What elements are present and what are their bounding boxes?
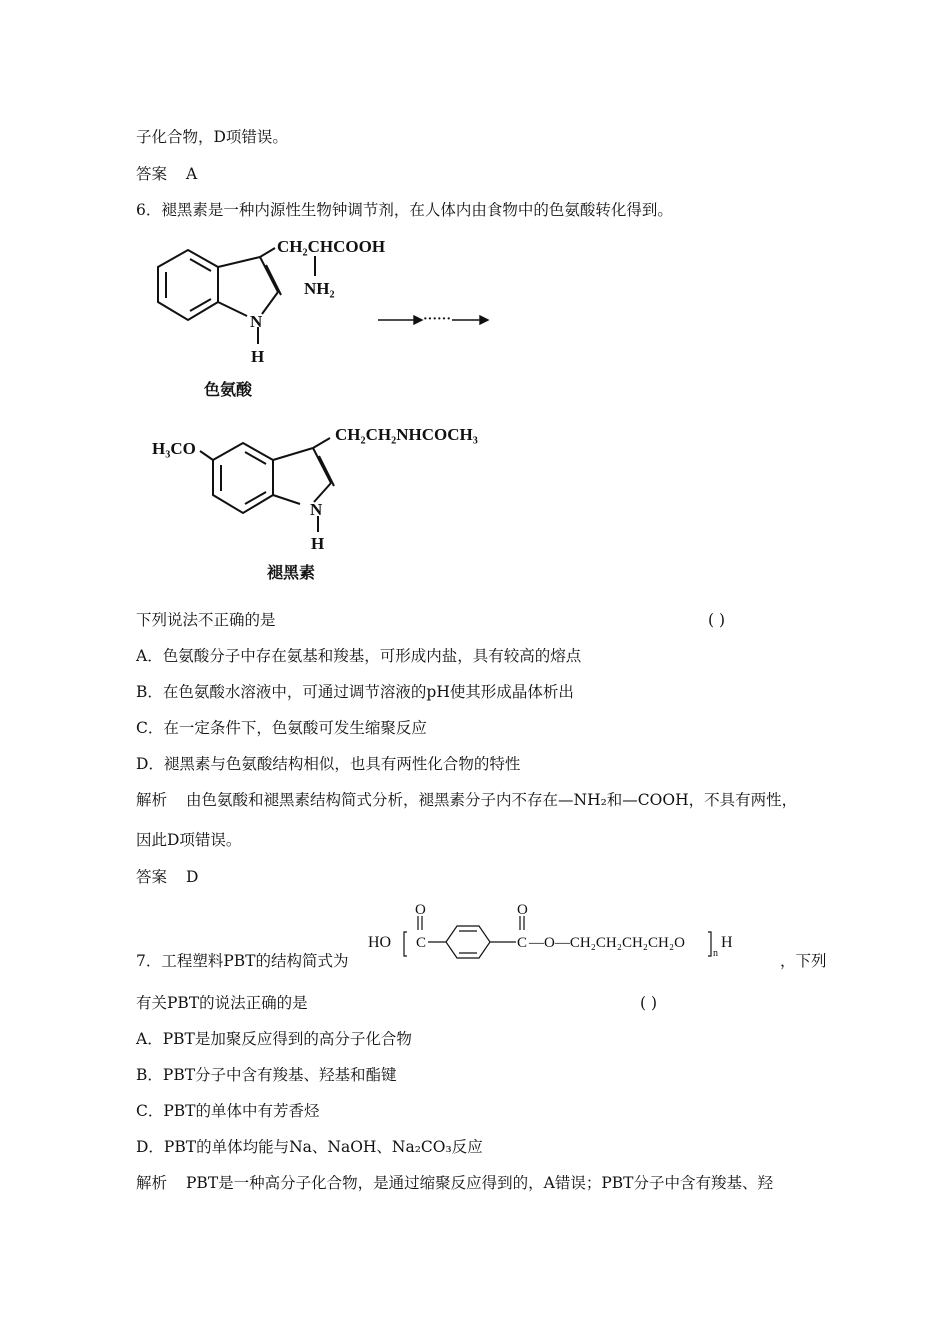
q7-option-a: A．PBT是加聚反应得到的高分子化合物 [136, 1030, 412, 1048]
pbt-hydroxyl-end: HO [368, 934, 392, 951]
q7-answer-parenthesis: ( ) [640, 994, 658, 1012]
explanation-label: 解析 [136, 1174, 168, 1192]
pbt-carbon-2: C [517, 935, 528, 951]
pbt-carbonyl-o-1: O [415, 902, 426, 918]
trp-amino-group: NH₂ [304, 279, 335, 298]
question-7-stem-tail: ，下列 [780, 952, 827, 970]
answer-label: 答案 [136, 165, 168, 183]
q6-option-a: A．色氨酸分子中存在氨基和羧基，可形成内盐，具有较高的熔点 [136, 647, 582, 665]
continuation-line: 子化合物，D项错误。 [136, 128, 288, 146]
mel-ring-nitrogen: N [310, 500, 323, 519]
answer-6 [136, 867, 198, 887]
q6-ask-text: 下列说法不正确的是 [136, 611, 276, 629]
q6-answer-parenthesis: ( ) [708, 611, 726, 629]
mel-ring-hydrogen: H [311, 534, 325, 553]
question-6-ask [136, 610, 276, 630]
trp-ring-nitrogen: N [250, 312, 263, 331]
pbt-ester-chain: —O—CH₂CH₂CH₂CH₂O [529, 935, 685, 951]
explanation-label: 解析 [136, 791, 168, 809]
q7-option-d: D．PBT的单体均能与Na、NaOH、Na₂CO₃反应 [136, 1138, 483, 1156]
conversion-arrow [376, 310, 496, 330]
q6-option-c: C．在一定条件下，色氨酸可发生缩聚反应 [136, 719, 427, 737]
q7-option-b: B．PBT分子中含有羧基、羟基和酯键 [136, 1066, 397, 1084]
q6-explanation-cont: 因此D项错误。 [136, 831, 242, 849]
explanation-text: PBT是一种高分子化合物，是通过缩聚反应得到的，A错误；PBT分子中含有羧基、羟 [186, 1174, 774, 1192]
mel-side-chain: CH₂CH₂NHCOCH₃ [335, 425, 478, 444]
answer-label: 答案 [136, 868, 168, 886]
mel-methoxy-group: H₃CO [152, 439, 196, 458]
q6-option-d: D．褪黑素与色氨酸结构相似，也具有两性化合物的特性 [136, 755, 521, 773]
pbt-repeat-n: n [713, 948, 718, 959]
answer-5 [136, 164, 197, 184]
pbt-structure [366, 896, 766, 972]
trp-ring-hydrogen: H [251, 347, 265, 366]
answer-value: A [186, 165, 198, 183]
tryptophan-structure [140, 232, 400, 402]
pbt-carbon-1: C [416, 935, 427, 951]
q7-option-c: C．PBT的单体中有芳香烃 [136, 1102, 320, 1120]
answer-value: D [186, 868, 199, 886]
explanation-text: 由色氨酸和褪黑素结构简式分析，褪黑素分子内不存在—NH₂和—COOH，不具有两性， [186, 791, 798, 809]
pbt-carbonyl-o-2: O [517, 902, 528, 918]
arrow-dots: ······ [423, 312, 452, 327]
q7-explanation [136, 1173, 773, 1193]
melatonin-caption: 褪黑素 [267, 565, 316, 582]
tryptophan-caption: 色氨酸 [204, 382, 253, 399]
q6-option-b: B．在色氨酸水溶液中，可通过调节溶液的pH使其形成晶体析出 [136, 683, 574, 701]
melatonin-structure [150, 418, 510, 588]
question-7-ask: 有关PBT的说法正确的是 [136, 994, 308, 1012]
question-6-stem: 6．褪黑素是一种内源性生物钟调节剂，在人体内由食物中的色氨酸转化得到。 [136, 201, 673, 219]
trp-side-chain: CH₂CHCOOH [277, 237, 386, 256]
q6-explanation [136, 790, 797, 810]
pbt-hydrogen-end: H [721, 934, 733, 951]
question-7-stem: 7．工程塑料PBT的结构简式为 [136, 952, 349, 970]
